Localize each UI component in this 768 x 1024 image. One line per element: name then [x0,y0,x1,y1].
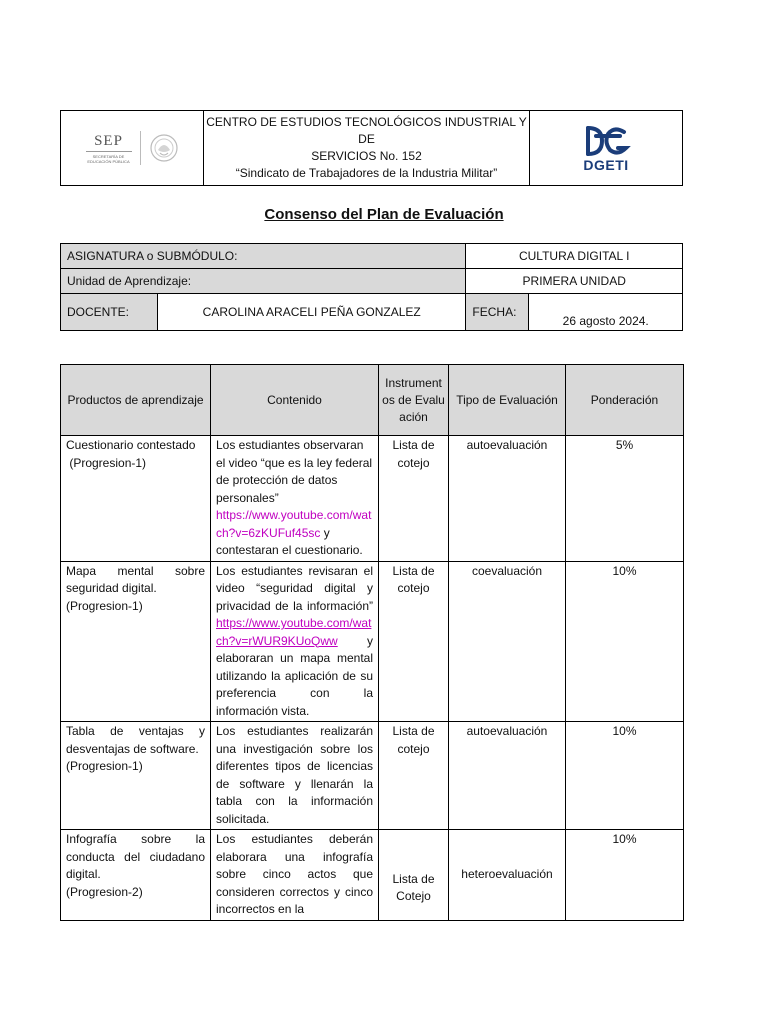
progresion-text: (Progresion-1) [66,455,147,470]
docente-label: DOCENTE: [61,294,158,331]
progresion-text: (Progresion-2) [66,884,143,899]
producto-cell [61,830,211,921]
unidad-label: Unidad de Aprendizaje: [61,269,466,294]
sep-logo-word: SEP [94,132,123,149]
producto-text: Cuestionario contestado [66,438,196,452]
contenido-text-post: y contestaran el cuestionario. [216,525,363,557]
col-header-ponderacion: Ponderación [566,365,684,436]
tipo-cell: autoevaluación [449,722,566,830]
evaluation-table [60,364,684,921]
video-link[interactable]: https://www.youtube.com/watch?v=rWUR9KUoQww [216,616,372,648]
table-row [61,436,684,562]
table-row [61,561,684,722]
ponderacion-cell: 10% [566,561,684,722]
dgeti-emblem-icon [580,124,632,158]
producto-cell [61,561,211,722]
producto-text: Mapa mental sobre seguridad digital. [66,563,205,595]
school-line-1: CENTRO DE ESTUDIOS TECNOLÓGICOS INDUSTRIAL Y DE [206,115,527,146]
producto-cell [61,436,211,562]
unidad-value: PRIMERA UNIDAD [466,269,683,294]
table-row [61,722,684,830]
info-table [60,243,683,331]
school-line-2: SERVICIOS No. 152 [311,149,422,163]
contenido-text-post: y elaboraran un mapa mental utilizando la aplicación de su preferencia con la información vista. [216,633,373,718]
contenido-cell: Los estudiantes realizarán una investigación sobre los diferentes tipos de licencias de software y llenarán la tabla con la información solicitada. [211,722,379,830]
dgeti-logo-word: DGETI [583,156,629,173]
col-header-instrumentos: Instrumentos de Evaluación [379,365,449,436]
instrumento-cell: Lista de cotejo [379,561,449,722]
ponderacion-cell: 5% [566,436,684,562]
ponderacion-cell: 10% [566,722,684,830]
contenido-cell [211,436,379,562]
contenido-cell: Los estudiantes deberán elaborara una infografía sobre cinco actos que consideren correctos y cinco incorrectos en la [211,830,379,921]
header-table [60,110,683,186]
table-row [61,830,684,921]
sep-logo-cell [61,111,204,186]
contenido-cell [211,561,379,722]
tipo-cell: coevaluación [449,561,566,722]
asignatura-label: ASIGNATURA o SUBMÓDULO: [61,244,466,269]
tipo-cell: autoevaluación [449,436,566,562]
school-line-3: “Sindicato de Trabajadores de la Industria Militar” [235,166,498,180]
progresion-text: (Progresion-1) [66,759,143,773]
sep-logo-sub1: SECRETARÍA DE [92,153,125,159]
ponderacion-cell: 10% [566,830,684,921]
contenido-text: Los estudiantes observaran el video “que es la ley federal de protección de datos personales” [216,438,373,505]
col-header-tipo: Tipo de Evaluación [449,365,566,436]
dgeti-logo [531,124,681,173]
docente-value: CAROLINA ARACELI PEÑA GONZALEZ [158,294,466,331]
table-header-row [61,365,684,436]
school-name-cell [204,111,530,186]
contenido-text: Los estudiantes revisaran el video “seguridad digital y privacidad de la información” [216,563,373,613]
dgeti-logo-cell [530,111,683,186]
sep-logo [62,131,202,165]
producto-cell [61,722,211,830]
sep-logo-sub2: EDUCACIÓN PÚBLICA [87,158,130,164]
tipo-cell: heteroevaluación [449,830,566,921]
col-header-productos: Productos de aprendizaje [61,365,211,436]
col-header-contenido: Contenido [211,365,379,436]
producto-text: Tabla de ventajas y desventajas de software. [66,724,205,756]
video-link[interactable]: https://www.youtube.com/watch?v=6zKUFuf45sc [216,508,372,540]
fecha-value: 26 agosto 2024. [529,294,683,331]
instrumento-cell: Lista de Cotejo [379,830,449,921]
asignatura-value: CULTURA DIGITAL I [466,244,683,269]
fecha-label: FECHA: [466,294,529,331]
page-title: Consenso del Plan de Evaluación [264,206,504,223]
instrumento-cell: Lista de cotejo [379,436,449,562]
instrumento-cell: Lista de cotejo [379,722,449,830]
progresion-text: (Progresion-1) [66,598,143,613]
producto-text: Infografía sobre la conducta del ciudadano digital. [66,832,205,881]
national-shield-icon [149,132,179,164]
